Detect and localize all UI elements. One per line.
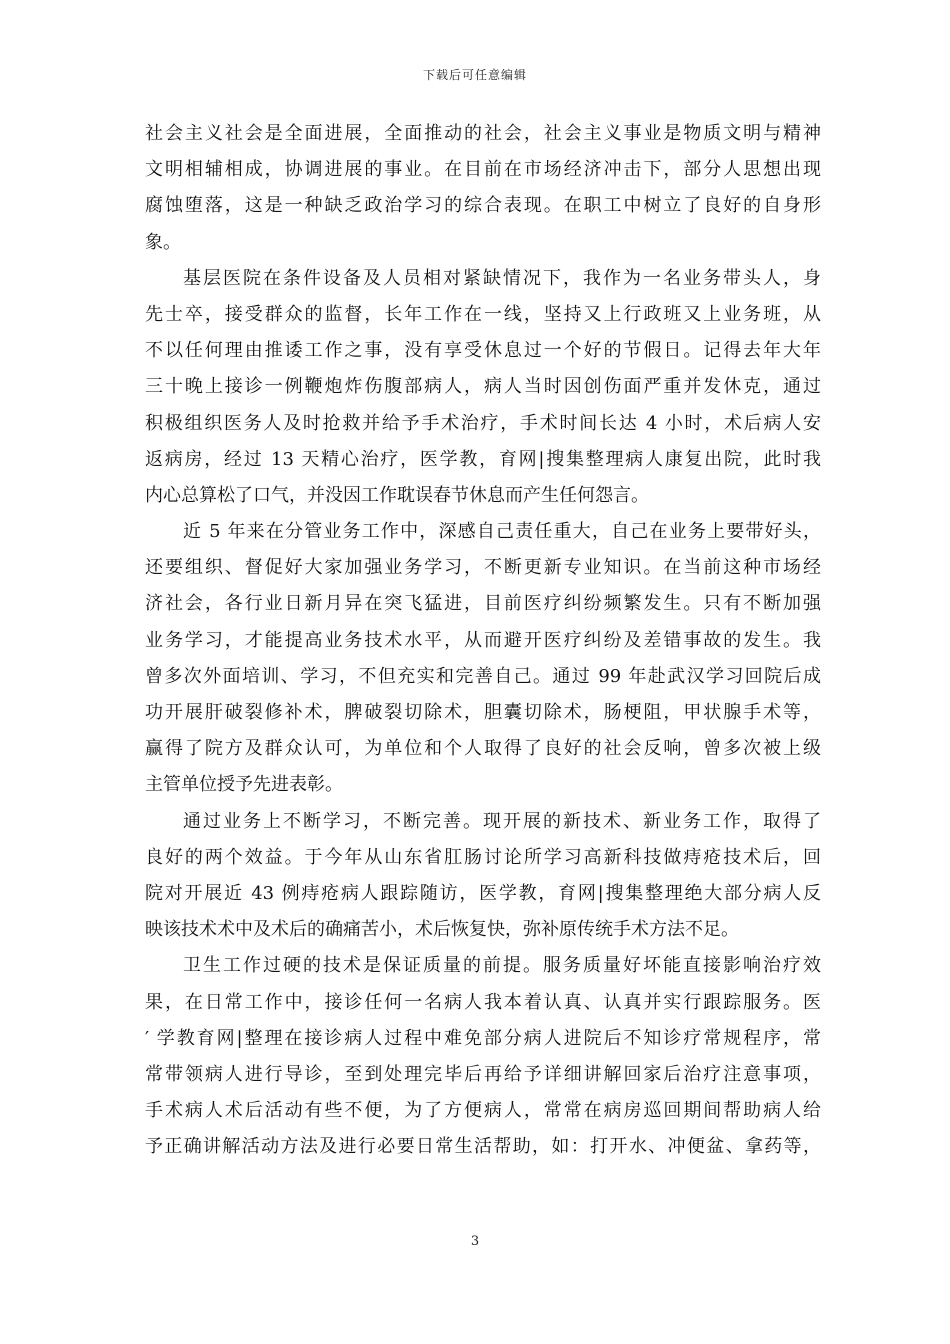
text-line: 卫生工作过硬的技术是保证质量的前提。服务质量好坏能直接影响治疗效: [183, 955, 821, 977]
text-line: 曾多次外面培训、学习，不但充实和完善自己。通过 99 年赴武汉学习回院后成: [145, 665, 821, 687]
text-line: 积极组织医务人及时抢救并给予手术治疗，手术时间长达 4 小时，术后病人安: [145, 412, 821, 434]
text-line: 功开展肝破裂修补术，脾破裂切除术，胆囊切除术，肠梗阻，甲状腺手术等，: [145, 702, 821, 723]
text-line: 济社会，各行业日新月异在突飞猛进，目前医疗纠纷频繁发生。只有不断加强: [145, 593, 821, 615]
text-line: 文明相辅相成，协调进展的事业。在目前在市场经济冲击下，部分人思想出现: [145, 159, 821, 181]
text-line: 还要组织、督促好大家加强业务学习，不断更新专业知识。在当前这种市场经: [145, 557, 821, 579]
text-line: 返病房，经过 13 天精心治疗，医学教，育网|搜集整理病人康复出院，此时我: [145, 448, 821, 470]
text-line: 映该技术术中及术后的确痛苦小，术后恢复快，弥补原传统手术方法不足。: [145, 919, 739, 941]
page-number: 3: [470, 1234, 480, 1249]
text-line: 主管单位授予先进表彰。: [145, 774, 343, 796]
text-line: 象。: [145, 231, 181, 253]
text-line: 不以任何理由推诿工作之事，没有享受休息过一个好的节假日。记得去年大年: [145, 340, 821, 362]
text-line: 通过业务上不断学习，不断完善。现开展的新技术、新业务工作，取得了: [183, 810, 821, 832]
text-line: 果，在日常工作中，接诊任何一名病人我本着认真、认真并实行跟踪服务。医: [145, 991, 821, 1013]
document-body: [145, 116, 821, 1165]
text-line: 良好的两个效益。于今年从山东省肛肠讨论所学习高新科技做痔疮技术后，回: [145, 846, 821, 868]
text-line: ′ 学教育网|整理在接诊病人过程中难免部分病人进院后不知诊疗常规程序，常: [145, 1027, 821, 1049]
text-line: 予正确讲解活动方法及进行必要日常生活帮助，如：打开水、冲便盆、拿药等，: [145, 1136, 821, 1158]
text-line: 社会主义社会是全面进展，全面推动的社会，社会主义事业是物质文明与精神: [145, 123, 821, 144]
text-line: 三十晚上接诊一例鞭炮炸伤腹部病人，病人当时因创伤面严重并发休克，通过: [145, 376, 821, 398]
text-line: 腐蚀堕落，这是一种缺乏政治学习的综合表现。在职工中树立了良好的自身形: [145, 195, 821, 217]
text-line: 内心总算松了口气，并没因工作耽误春节休息而产生任何怨言。: [145, 484, 649, 506]
text-line: 先士卒，接受群众的监督，长年工作在一线，坚持又上行政班又上业务班，从: [145, 303, 821, 325]
text-line: 基层医院在条件设备及人员相对紧缺情况下，我作为一名业务带头人，身: [183, 267, 821, 289]
text-line: 业务学习，才能提高业务技术水平，从而避开医疗纠纷及差错事故的发生。我: [145, 629, 821, 651]
text-line: 近 5 年来在分管业务工作中，深感自己责任重大，自己在业务上要带好头，: [183, 521, 821, 543]
text-line: 赢得了院方及群众认可，为单位和个人取得了良好的社会反响，曾多次被上级: [145, 738, 821, 760]
text-line: 院对开展近 43 例痔疮病人跟踪随访，医学教，育网|搜集整理绝大部分病人反: [145, 882, 821, 904]
text-line: 手术病人术后活动有些不便，为了方便病人，常常在病房巡回期间帮助病人给: [145, 1100, 821, 1122]
page-header: 下载后可任意编辑: [422, 68, 527, 82]
text-line: 常带领病人进行导诊，至到处理完毕后再给予详细讲解回家后治疗注意事项，: [145, 1063, 821, 1085]
